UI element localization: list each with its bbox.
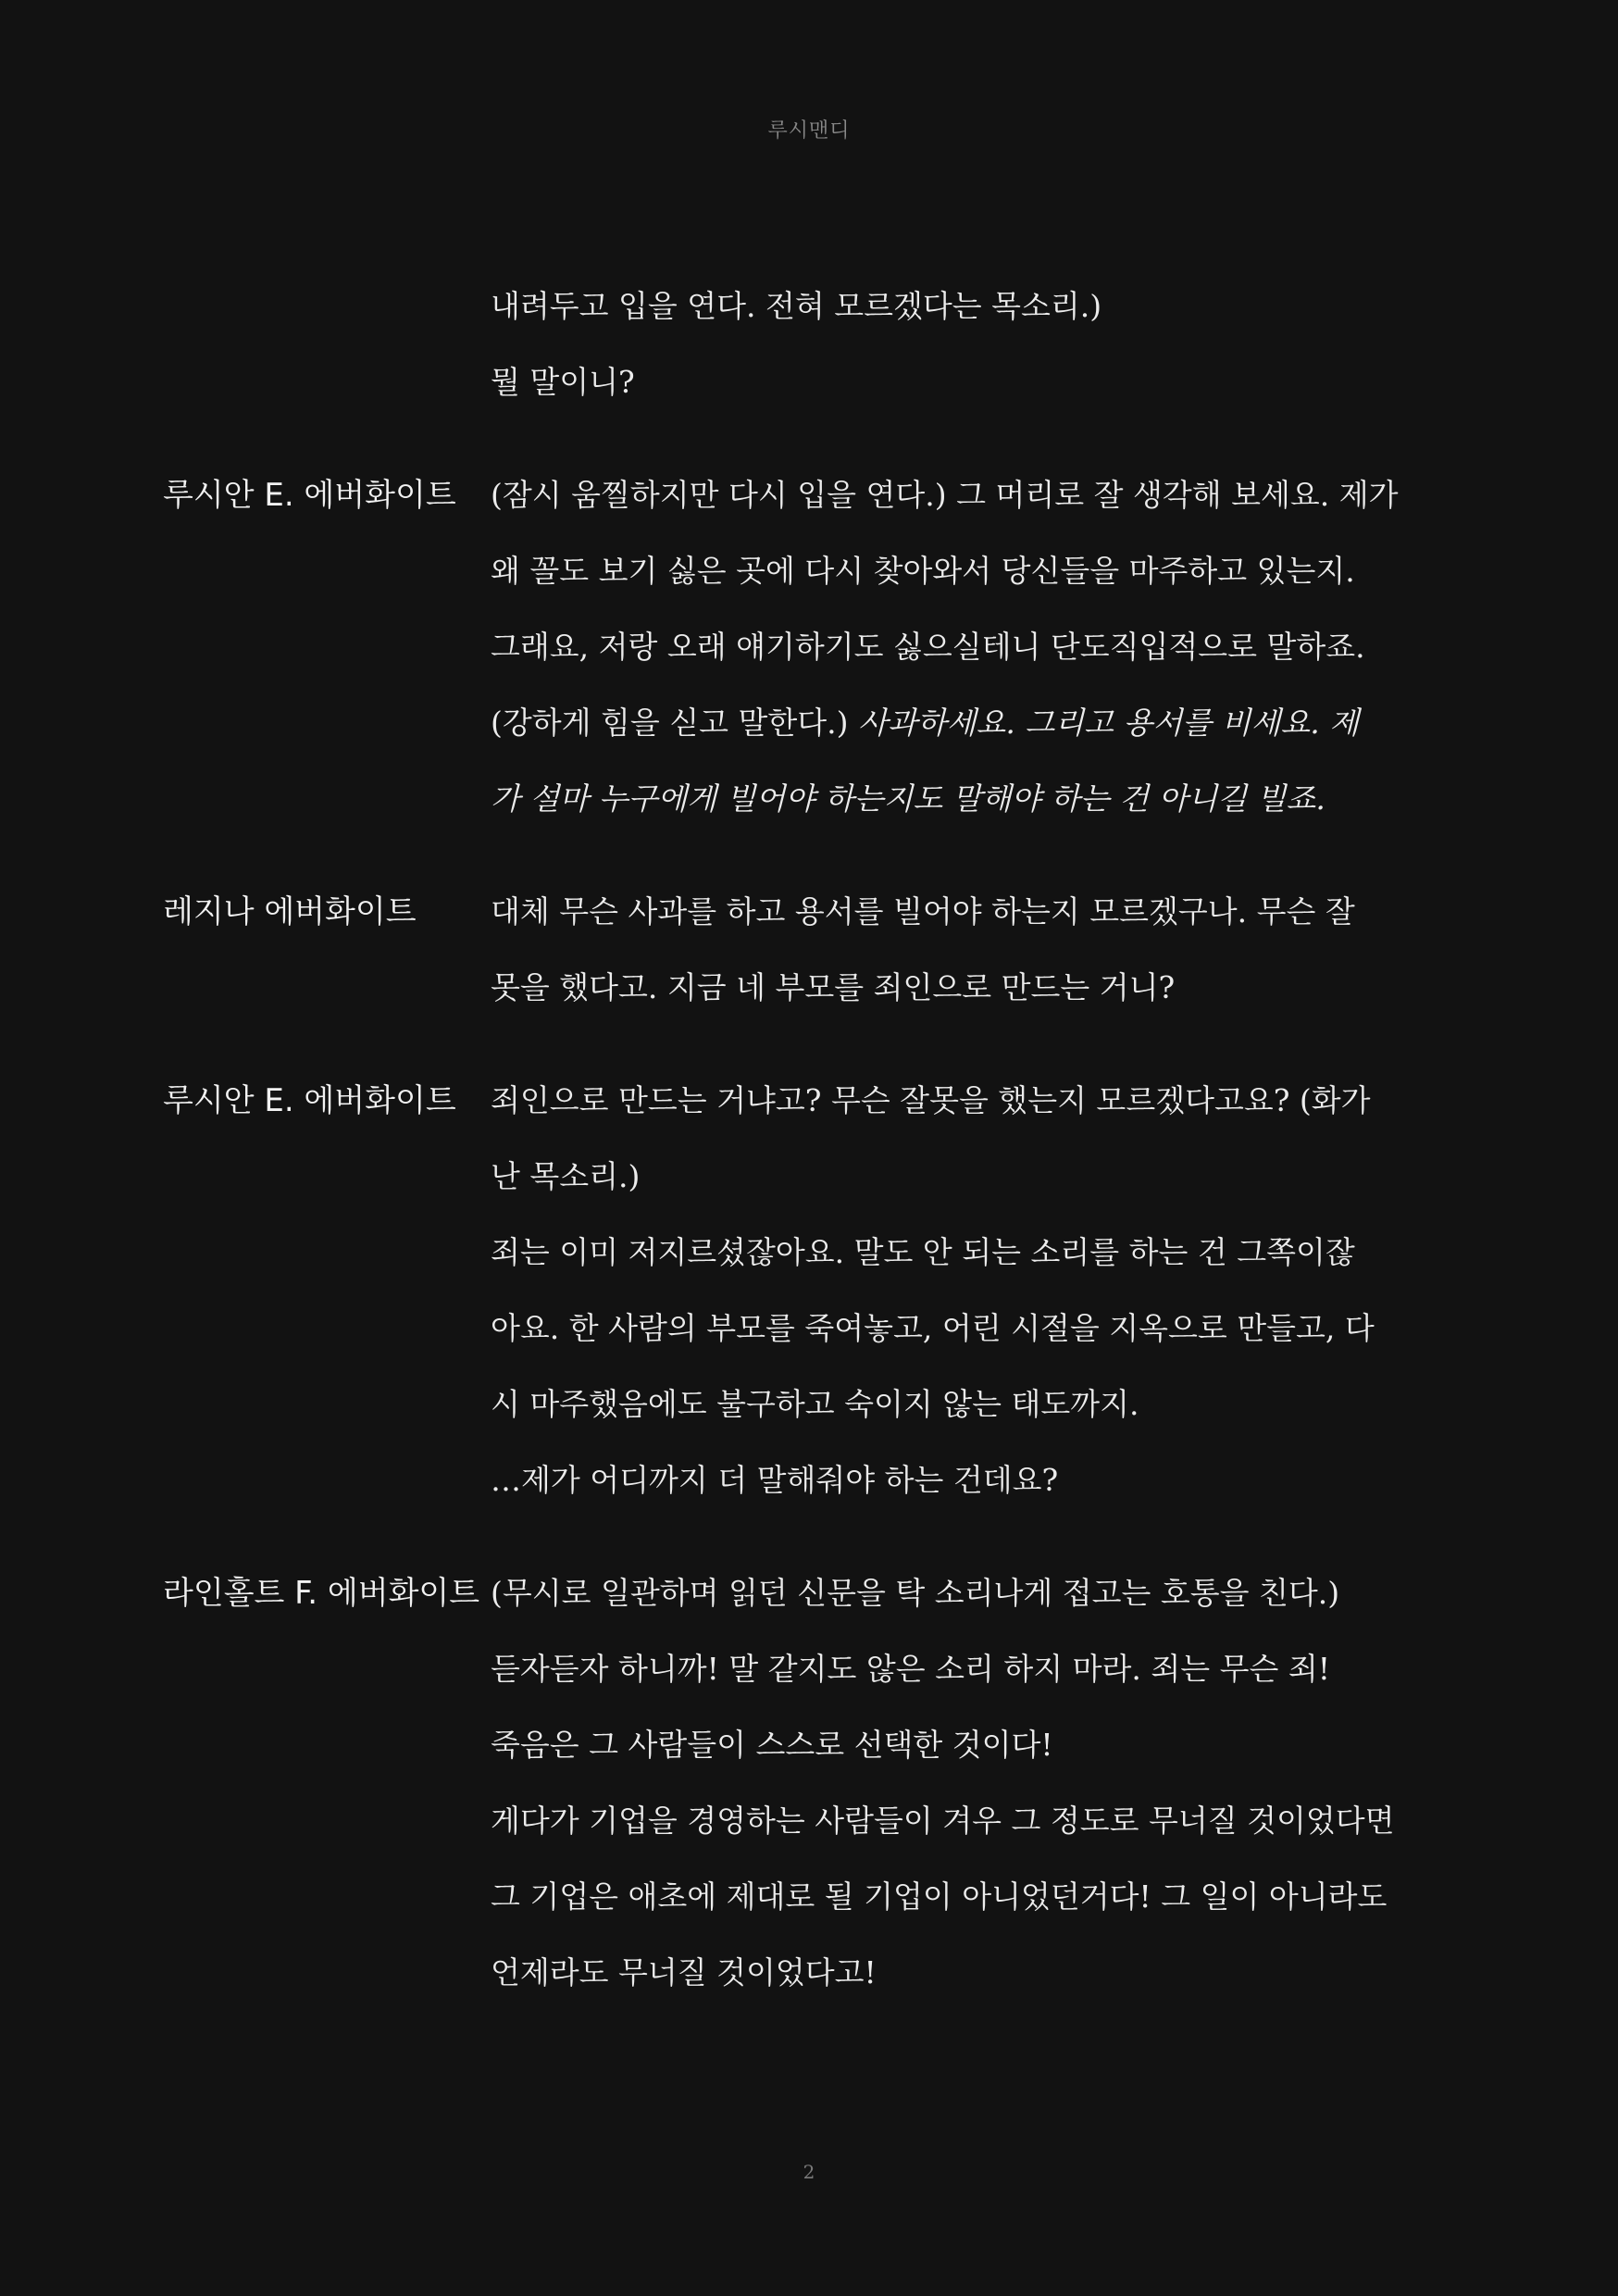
dialogue-line	[491, 1783, 1444, 1859]
dialogue-line	[491, 1139, 1444, 1215]
script-body	[0, 268, 1618, 2048]
dialogue-text	[491, 457, 1444, 837]
line-text: 대체 무슨 사과를 하고 용서를 빌어야 하는지 모르겠구나. 무슨 잘	[491, 893, 1355, 930]
dialogue-line	[491, 344, 1444, 420]
line-text: (잠시 움찔하지만 다시 입을 연다.) 그 머리로 잘 생각해 보세요. 제가	[491, 477, 1399, 513]
line-text: 죄인으로 만드는 거냐고? 무슨 잘못을 했는지 모르겠다고요? (화가	[491, 1082, 1371, 1118]
line-text: 언제라도 무너질 것이었다고!	[491, 1954, 877, 1990]
spoken-emphasis: 가 설마 누구에게 빌어야 하는지도 말해야 하는 건 아니길 빌죠.	[491, 780, 1326, 817]
line-text: 그래요, 저랑 오래 얘기하기도 싫으실테니 단도직입적으로 말하죠.	[491, 629, 1365, 665]
dialogue-line	[491, 1859, 1444, 1935]
spoken-emphasis: 사과하세요. 그리고 용서를 비세요. 제	[857, 705, 1360, 741]
page-number: 2	[803, 2161, 815, 2183]
dialogue-line	[491, 1291, 1444, 1366]
line-text: (강하게 힘을 싣고 말한다.)	[491, 705, 858, 741]
line-text: 시 마주했음에도 불구하고 숙이지 않는 태도까지.	[491, 1386, 1139, 1422]
dialogue-block	[0, 1063, 1618, 1518]
dialogue-line	[491, 1442, 1444, 1518]
dialogue-line	[491, 268, 1444, 344]
line-text: 죽음은 그 사람들이 스스로 선택한 것이다!	[491, 1727, 1053, 1763]
dialogue-line	[491, 1063, 1444, 1139]
line-text: 난 목소리.)	[491, 1158, 641, 1194]
dialogue-text	[491, 268, 1444, 420]
dialogue-line	[491, 1555, 1444, 1631]
speaker-name: 루시안 E. 에버화이트	[163, 1082, 456, 1119]
speaker-name: 루시안 E. 에버화이트	[163, 477, 456, 514]
line-text: 아요. 한 사람의 부모를 죽여놓고, 어린 시절을 지옥으로 만들고, 다	[491, 1310, 1375, 1346]
dialogue-line	[491, 874, 1444, 950]
dialogue-text	[491, 874, 1444, 1026]
line-text: (무시로 일관하며 읽던 신문을 탁 소리나게 접고는 호통을 친다.)	[491, 1575, 1340, 1611]
speaker-name: 레지나 에버화이트	[163, 893, 417, 930]
line-text: 게다가 기업을 경영하는 사람들이 겨우 그 정도로 무너질 것이었다면	[491, 1803, 1395, 1839]
line-text: 뭘 말이니?	[491, 364, 635, 400]
dialogue-line	[491, 685, 1444, 761]
dialogue-block	[0, 457, 1618, 837]
dialogue-line	[491, 1631, 1444, 1707]
dialogue-text	[491, 1063, 1444, 1518]
dialogue-line	[491, 609, 1444, 685]
line-text: 죄는 이미 저지르셨잖아요. 말도 안 되는 소리를 하는 건 그쪽이잖	[491, 1234, 1355, 1270]
speaker-name: 라인홀트 F. 에버화이트	[163, 1575, 480, 1612]
line-text: 내려두고 입을 연다. 전혀 모르겠다는 목소리.)	[491, 288, 1102, 324]
dialogue-block	[0, 1555, 1618, 2011]
dialogue-line	[491, 950, 1444, 1026]
dialogue-line	[491, 457, 1444, 533]
dialogue-line	[491, 533, 1444, 609]
dialogue-line	[491, 1215, 1444, 1291]
dialogue-block	[0, 268, 1618, 420]
dialogue-line	[491, 1935, 1444, 2011]
running-header: 루시맨디	[767, 119, 851, 143]
dialogue-line	[491, 1707, 1444, 1783]
line-text: …제가 어디까지 더 말해줘야 하는 건데요?	[491, 1462, 1059, 1498]
line-text: 듣자듣자 하니까! 말 같지도 않은 소리 하지 마라. 죄는 무슨 죄!	[491, 1651, 1330, 1687]
dialogue-line	[491, 1366, 1444, 1442]
line-text: 못을 했다고. 지금 네 부모를 죄인으로 만드는 거니?	[491, 969, 1176, 1005]
line-text: 왜 꼴도 보기 싫은 곳에 다시 찾아와서 당신들을 마주하고 있는지.	[491, 553, 1355, 589]
dialogue-line	[491, 761, 1444, 837]
dialogue-text	[491, 1555, 1444, 2011]
dialogue-block	[0, 874, 1618, 1026]
line-text: 그 기업은 애초에 제대로 될 기업이 아니었던거다! 그 일이 아니라도	[491, 1878, 1388, 1915]
